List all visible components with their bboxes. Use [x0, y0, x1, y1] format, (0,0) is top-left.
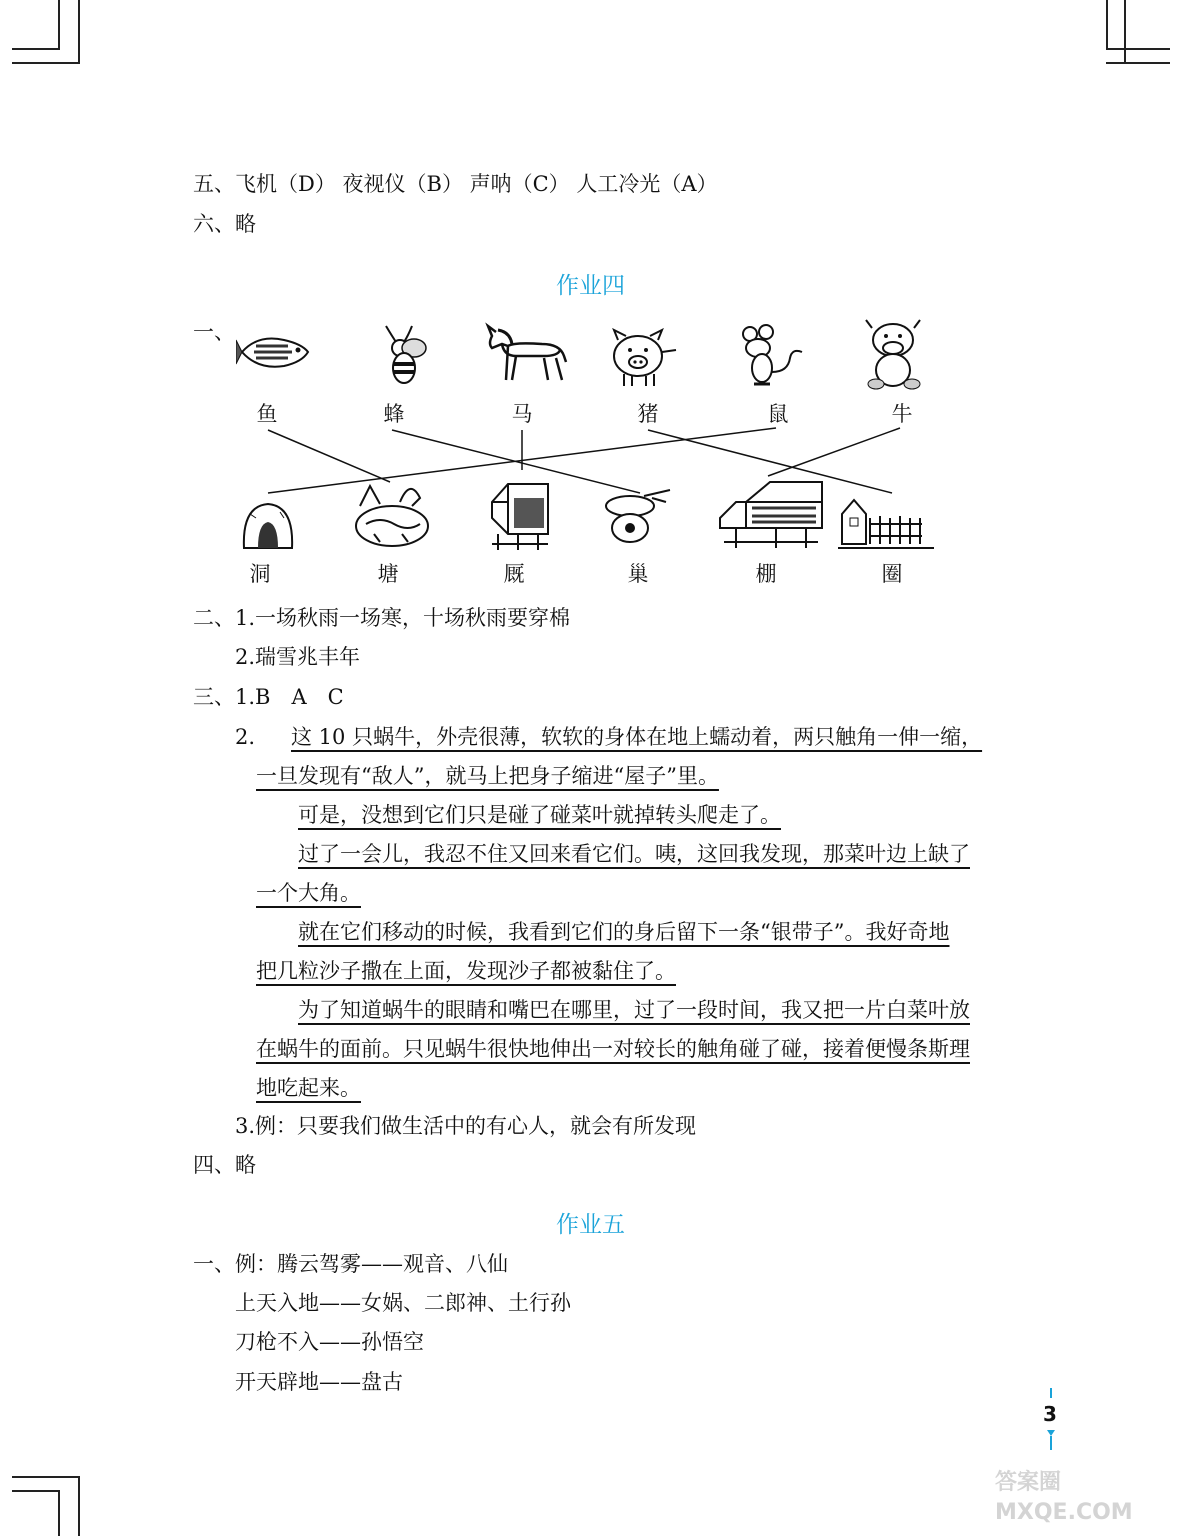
animal-label: 猪 — [637, 402, 659, 426]
essay-line: 一旦发现有“敌人”，就马上把身子缩进“屋子”里。 — [256, 764, 719, 788]
q3-3: 3.例：只要我们做生活中的有心人，就会有所发现 — [235, 1114, 697, 1138]
q1-marker: 一、 — [193, 320, 235, 344]
animal-label: 牛 — [891, 402, 913, 426]
cave-icon — [240, 500, 296, 550]
home-label: 洞 — [249, 562, 271, 586]
essay-line: 这 10 只蜗牛，外壳很薄，软软的身体在地上蠕动着，两只触角一伸一缩， — [291, 725, 983, 749]
crop-mark — [58, 1490, 60, 1536]
hw5-line-1: 一、例：腾云驾雾——观音、八仙 — [193, 1252, 508, 1276]
essay-line: 一个大角。 — [256, 881, 361, 905]
essay-line: 可是，没想到它们只是碰了碰菜叶就掉转头爬走了。 — [298, 803, 781, 827]
home-label: 厩 — [503, 562, 525, 586]
matching-lines — [0, 0, 1181, 520]
crop-mark — [12, 1490, 60, 1492]
page-number: 3 — [1043, 1402, 1057, 1426]
animal-label: 鼠 — [767, 402, 789, 426]
crop-mark — [78, 1476, 80, 1536]
q2-1: 二、1.一场秋雨一场寒，十场秋雨要穿棉 — [193, 606, 571, 630]
match-line-fish-pond — [268, 430, 390, 482]
hw4-title: 作业四 — [556, 273, 625, 299]
q3-2-number: 2. — [235, 725, 256, 749]
animal-label: 鱼 — [256, 402, 278, 426]
answer-line-5: 五、飞机（D） 夜视仪（B） 声呐（C） 人工冷光（A） — [193, 172, 718, 196]
essay-line: 过了一会儿，我忍不住又回来看它们。咦，这回我发现，那菜叶边上缺了 — [298, 842, 970, 866]
hw5-line-3: 刀枪不入——孙悟空 — [235, 1330, 424, 1354]
barn-icon — [716, 478, 826, 552]
hw5-line-4: 开天辟地——盘古 — [235, 1370, 403, 1394]
hw5-title: 作业五 — [556, 1212, 625, 1238]
essay-line: 地吃起来。 — [256, 1076, 361, 1100]
stable-icon — [488, 478, 552, 552]
q3-1: 三、1.B A C — [193, 685, 344, 709]
q4: 四、略 — [193, 1153, 256, 1177]
match-line-cow-barn — [768, 428, 900, 476]
answer-line-6: 六、略 — [193, 212, 256, 236]
q2-2: 2.瑞雪兆丰年 — [235, 645, 361, 669]
home-label: 巢 — [627, 562, 649, 586]
pond-icon — [350, 476, 436, 550]
hw5-line-2: 上天入地——女娲、二郎神、土行孙 — [235, 1291, 571, 1315]
essay-line: 把几粒沙子撒在上面，发现沙子都被黏住了。 — [256, 959, 676, 983]
home-label: 塘 — [377, 562, 399, 586]
essay-line: 在蜗牛的面前。只见蜗牛很快地伸出一对较长的触角碰了碰，接着便慢条斯理 — [256, 1037, 970, 1061]
essay-line: 为了知道蜗牛的眼睛和嘴巴在哪里，过了一段时间，我又把一片白菜叶放 — [298, 998, 970, 1022]
essay-line: 就在它们移动的时候，我看到它们的身后留下一条“银带子”。我好奇地 — [298, 920, 950, 944]
crop-mark — [12, 1476, 80, 1478]
home-label: 棚 — [755, 562, 777, 586]
nest-icon — [600, 486, 672, 550]
animal-label: 蜂 — [383, 402, 405, 426]
home-label: 圈 — [881, 562, 903, 586]
watermark: 答案圈 MXQE.COM — [995, 1470, 1133, 1525]
pen-icon — [838, 494, 938, 552]
animal-label: 马 — [511, 402, 533, 426]
